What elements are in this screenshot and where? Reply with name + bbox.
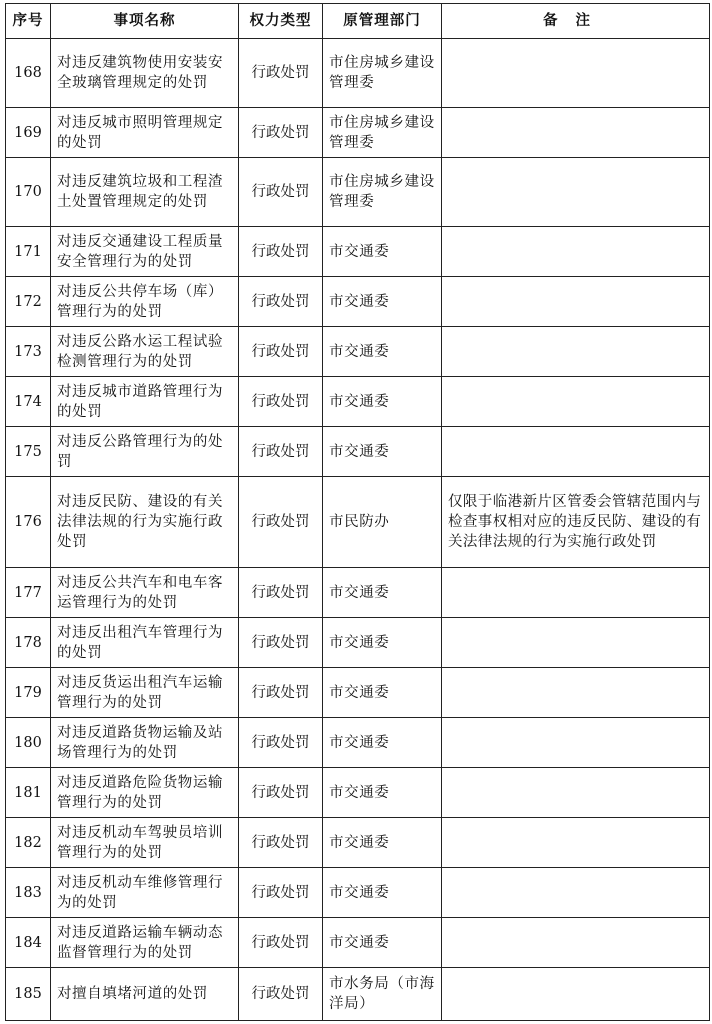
row-remark — [442, 968, 710, 1021]
table-row — [6, 327, 710, 377]
row-number: 180 — [6, 718, 51, 768]
row-number: 176 — [6, 477, 51, 568]
row-original-dept: 市交通委 — [323, 818, 442, 868]
row-original-dept: 市住房城乡建设管理委 — [323, 39, 442, 108]
row-remark — [442, 568, 710, 618]
row-item-name: 对擅自填堵河道的处罚 — [51, 968, 239, 1021]
row-number: 168 — [6, 39, 51, 108]
row-remark — [442, 227, 710, 277]
row-power-type: 行政处罚 — [239, 327, 323, 377]
row-original-dept: 市交通委 — [323, 277, 442, 327]
row-number: 171 — [6, 227, 51, 277]
table-row — [6, 477, 710, 568]
row-power-type: 行政处罚 — [239, 277, 323, 327]
row-remark — [442, 868, 710, 918]
row-power-type: 行政处罚 — [239, 227, 323, 277]
table-row — [6, 158, 710, 227]
row-number: 175 — [6, 427, 51, 477]
row-original-dept: 市交通委 — [323, 918, 442, 968]
row-original-dept: 市住房城乡建设管理委 — [323, 108, 442, 158]
header-power-type: 权力类型 — [239, 4, 323, 39]
table-row — [6, 227, 710, 277]
row-power-type: 行政处罚 — [239, 868, 323, 918]
row-number: 181 — [6, 768, 51, 818]
row-number: 172 — [6, 277, 51, 327]
row-original-dept: 市交通委 — [323, 868, 442, 918]
row-remark — [442, 377, 710, 427]
row-power-type: 行政处罚 — [239, 818, 323, 868]
table-header-row — [6, 4, 710, 39]
row-number: 173 — [6, 327, 51, 377]
row-original-dept: 市交通委 — [323, 768, 442, 818]
table-row — [6, 427, 710, 477]
row-number: 178 — [6, 618, 51, 668]
row-item-name: 对违反道路危险货物运输管理行为的处罚 — [51, 768, 239, 818]
row-remark — [442, 918, 710, 968]
row-item-name: 对违反城市道路管理行为的处罚 — [51, 377, 239, 427]
row-original-dept: 市交通委 — [323, 568, 442, 618]
row-number: 170 — [6, 158, 51, 227]
row-item-name: 对违反公路管理行为的处罚 — [51, 427, 239, 477]
row-number: 169 — [6, 108, 51, 158]
row-remark — [442, 327, 710, 377]
row-power-type: 行政处罚 — [239, 968, 323, 1021]
power-list-table — [5, 3, 710, 1021]
header-original-dept: 原管理部门 — [323, 4, 442, 39]
table-row — [6, 39, 710, 108]
header-item-name: 事项名称 — [51, 4, 239, 39]
row-original-dept: 市交通委 — [323, 327, 442, 377]
row-item-name: 对违反机动车驾驶员培训管理行为的处罚 — [51, 818, 239, 868]
row-item-name: 对违反出租汽车管理行为的处罚 — [51, 618, 239, 668]
row-remark — [442, 618, 710, 668]
row-original-dept: 市交通委 — [323, 227, 442, 277]
row-original-dept: 市交通委 — [323, 668, 442, 718]
row-number: 184 — [6, 918, 51, 968]
row-original-dept: 市水务局（市海洋局） — [323, 968, 442, 1021]
row-item-name: 对违反公路水运工程试验检测管理行为的处罚 — [51, 327, 239, 377]
row-remark — [442, 668, 710, 718]
row-original-dept: 市交通委 — [323, 718, 442, 768]
row-item-name: 对违反货运出租汽车运输管理行为的处罚 — [51, 668, 239, 718]
header-remark: 备注 — [442, 4, 710, 39]
row-power-type: 行政处罚 — [239, 768, 323, 818]
row-number: 174 — [6, 377, 51, 427]
row-item-name: 对违反建筑垃圾和工程渣土处置管理规定的处罚 — [51, 158, 239, 227]
row-original-dept: 市交通委 — [323, 377, 442, 427]
row-original-dept: 市民防办 — [323, 477, 442, 568]
row-remark — [442, 427, 710, 477]
row-power-type: 行政处罚 — [239, 918, 323, 968]
row-item-name: 对违反道路货物运输及站场管理行为的处罚 — [51, 718, 239, 768]
row-power-type: 行政处罚 — [239, 618, 323, 668]
table-row — [6, 618, 710, 668]
table-row — [6, 968, 710, 1021]
table-row — [6, 108, 710, 158]
row-number: 179 — [6, 668, 51, 718]
row-power-type: 行政处罚 — [239, 718, 323, 768]
row-power-type: 行政处罚 — [239, 39, 323, 108]
row-original-dept: 市交通委 — [323, 427, 442, 477]
row-remark — [442, 768, 710, 818]
row-item-name: 对违反机动车维修管理行为的处罚 — [51, 868, 239, 918]
row-original-dept: 市交通委 — [323, 618, 442, 668]
row-remark — [442, 818, 710, 868]
row-number: 177 — [6, 568, 51, 618]
table-row — [6, 768, 710, 818]
table-row — [6, 668, 710, 718]
row-item-name: 对违反城市照明管理规定的处罚 — [51, 108, 239, 158]
table-row — [6, 868, 710, 918]
header-no: 序号 — [6, 4, 51, 39]
row-remark — [442, 158, 710, 227]
row-remark: 仅限于临港新片区管委会管辖范围内与检查事权相对应的违反民防、建设的有关法律法规的行为实施行政处罚 — [442, 477, 710, 568]
row-power-type: 行政处罚 — [239, 158, 323, 227]
table-row — [6, 718, 710, 768]
row-number: 185 — [6, 968, 51, 1021]
row-item-name: 对违反道路运输车辆动态监督管理行为的处罚 — [51, 918, 239, 968]
table-row — [6, 568, 710, 618]
row-number: 182 — [6, 818, 51, 868]
row-number: 183 — [6, 868, 51, 918]
row-remark — [442, 108, 710, 158]
row-original-dept: 市住房城乡建设管理委 — [323, 158, 442, 227]
row-item-name: 对违反交通建设工程质量安全管理行为的处罚 — [51, 227, 239, 277]
row-item-name: 对违反建筑物使用安装安全玻璃管理规定的处罚 — [51, 39, 239, 108]
row-power-type: 行政处罚 — [239, 427, 323, 477]
row-item-name: 对违反公共汽车和电车客运管理行为的处罚 — [51, 568, 239, 618]
table-row — [6, 277, 710, 327]
row-power-type: 行政处罚 — [239, 108, 323, 158]
row-remark — [442, 39, 710, 108]
table-row — [6, 818, 710, 868]
row-power-type: 行政处罚 — [239, 568, 323, 618]
row-item-name: 对违反民防、建设的有关法律法规的行为实施行政处罚 — [51, 477, 239, 568]
row-remark — [442, 718, 710, 768]
table-row — [6, 918, 710, 968]
row-power-type: 行政处罚 — [239, 668, 323, 718]
table-row — [6, 377, 710, 427]
row-remark — [442, 277, 710, 327]
row-power-type: 行政处罚 — [239, 377, 323, 427]
row-power-type: 行政处罚 — [239, 477, 323, 568]
row-item-name: 对违反公共停车场（库）管理行为的处罚 — [51, 277, 239, 327]
